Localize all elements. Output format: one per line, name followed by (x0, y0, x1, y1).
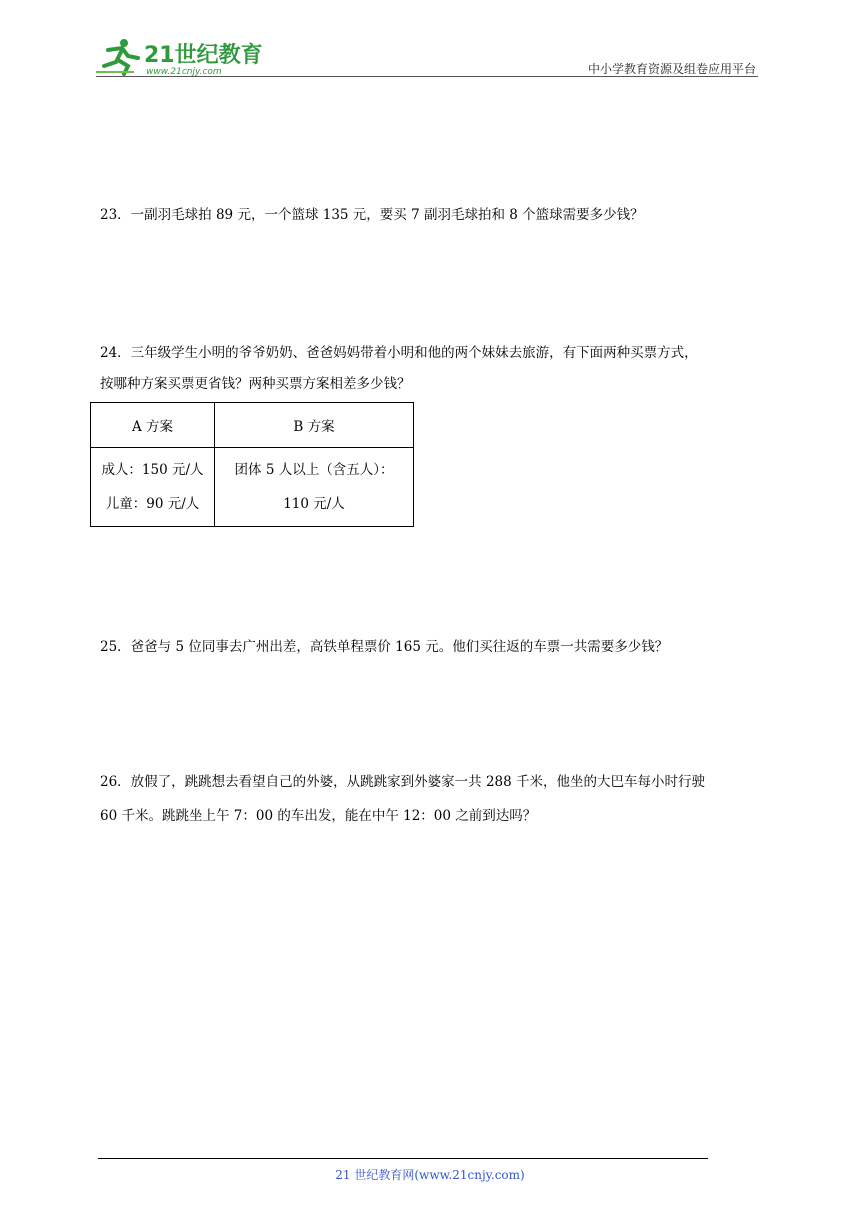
table-row (91, 448, 414, 527)
question-24-line-1: 24．三年级学生小明的爷爷奶奶、爸爸妈妈带着小明和他的两个妹妹去旅游，有下面两种买票方式， (100, 345, 698, 361)
plan-a-child-price: 儿童：90 元/人 (105, 496, 200, 512)
plan-a-adult-price: 成人：150 元/人 (101, 462, 204, 478)
plan-a-header: A 方案 (91, 403, 215, 448)
question-26-line-1: 26．放假了，跳跳想去看望自己的外婆，从跳跳家到外婆家一共 288 千米，他坐的大巴车每小时行驶 (100, 774, 706, 790)
question-25: 25．爸爸与 5 位同事去广州出差，高铁单程票价 165 元。他们买往返的车票一共需要多少钱？ (100, 639, 669, 655)
plan-b-price: 110 元/人 (283, 496, 345, 512)
site-logo (94, 36, 264, 78)
plan-b-header: B 方案 (215, 403, 414, 448)
logo-text: 21世纪教育 (144, 43, 263, 68)
ticket-plan-table (90, 402, 414, 527)
plan-a-cell (91, 448, 215, 527)
footer-link[interactable]: 21 世纪教育网(www.21cnjy.com) (335, 1168, 525, 1182)
header-divider (96, 76, 758, 77)
platform-name: 中小学教育资源及组卷应用平台 (587, 62, 756, 76)
runner-icon (96, 39, 138, 74)
logo-url: www.21cnjy.com (146, 67, 222, 77)
footer-divider (98, 1158, 708, 1159)
plan-b-condition: 团体 5 人以上（含五人）： (234, 462, 394, 478)
question-24-line-2: 按哪种方案买票更省钱？两种买票方案相差多少钱？ (100, 376, 411, 392)
plan-b-cell (215, 448, 414, 527)
table-header-row (91, 403, 414, 448)
question-23: 23．一副羽毛球拍 89 元，一个篮球 135 元，要买 7 副羽毛球拍和 8 个篮球需要多少钱？ (100, 207, 644, 223)
question-26-line-2: 60 千米。跳跳坐上午 7：00 的车出发，能在中午 12：00 之前到达吗？ (100, 808, 537, 824)
